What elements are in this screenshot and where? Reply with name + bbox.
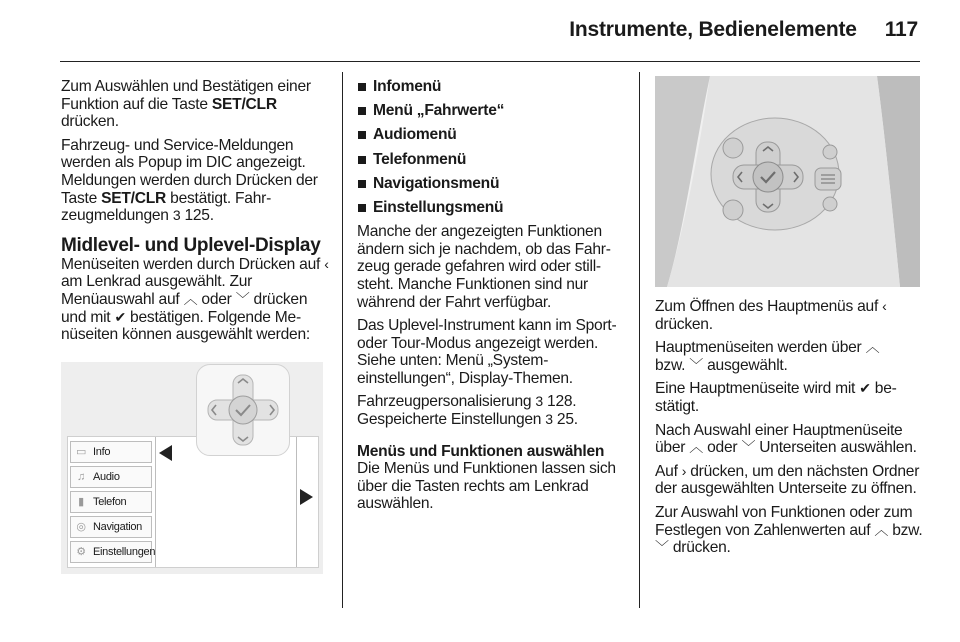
chevron-down-icon: ﹀ xyxy=(689,356,704,373)
paragraph-references: Fahrzeugpersonalisierung 3 128. Gespeicherte Einstellungen 3 25. xyxy=(357,393,578,429)
column-right xyxy=(655,298,927,563)
display-menu-figure xyxy=(61,362,323,574)
column-divider xyxy=(639,72,640,608)
chapter-title: Instrumente, Bedienelemente xyxy=(569,18,857,41)
paragraph-subpages: Nach Auswahl einer Hauptmenüseite über ︿ oder ﹀ Unterseiten auswählen. xyxy=(655,421,917,457)
paragraph-next-folder: Auf › drücken, um den nächsten Ordner der ausgewählten Unterseite zu öffnen. xyxy=(655,462,920,498)
chevron-up-icon: ︿ xyxy=(865,339,880,356)
settings-icon: ⚙ xyxy=(76,546,86,558)
paragraph-select-functions: Zur Auswahl von Funktionen oder zum Festlegen von Zahlenwerten auf ︿ bzw. ﹀ drücken. xyxy=(655,503,923,557)
section-heading: Midlevel- und Uplevel-Display xyxy=(61,234,321,256)
chevron-up-icon: ︿ xyxy=(874,521,889,538)
column-left xyxy=(61,78,329,350)
header-rule xyxy=(60,61,920,62)
reference-arrow-icon: 3 xyxy=(545,411,553,428)
checkmark-icon: ✔ xyxy=(859,380,871,397)
reference-arrow-icon: 3 xyxy=(172,207,181,224)
list-item: Menü „Fahrwerte“ xyxy=(357,102,627,120)
list-item: Einstellungsmenü xyxy=(357,199,627,217)
steering-wheel-icon xyxy=(655,76,920,287)
subsection-heading: Menüs und Funktionen auswählen xyxy=(357,442,605,460)
column-divider xyxy=(342,72,343,608)
list-item: Infomenü xyxy=(357,78,627,96)
menu-item-telefon: ▮ Telefon xyxy=(70,491,152,513)
list-item: Audiomenü xyxy=(357,126,627,144)
reference-arrow-icon: 3 xyxy=(535,393,543,410)
menu-item-einstellungen: ⚙ Einstellungen xyxy=(70,541,152,563)
divider xyxy=(155,437,156,567)
chevron-down-icon: ﹀ xyxy=(655,539,669,556)
menu-item-navigation: ◎ Navigation xyxy=(70,516,152,538)
paragraph-select-main-pages: Hauptmenüseiten werden über ︿ bzw. ﹀ ausgewählt. xyxy=(655,339,880,374)
paragraph-vehicle-messages: Fahrzeug- und Service-Meldungen werden als Popup im DIC angezeigt. Meldungen werden durch Drücken der Taste SET/CLR bestätigt. Fahrzeugmeldungen 3 125. xyxy=(61,136,318,225)
menu-item-info: ▭ Info xyxy=(70,441,152,463)
menu-item-audio: ♫ Audio xyxy=(70,466,152,488)
paragraph-set-clr: Zum Auswählen und Bestätigen einer Funktion auf die Taste SET/CLR drücken. xyxy=(61,78,311,131)
triangle-left-icon xyxy=(159,445,172,461)
control-pad-icon xyxy=(197,365,289,455)
column-middle xyxy=(357,78,627,519)
page-title xyxy=(569,18,918,42)
triangle-right-icon xyxy=(300,489,313,505)
paragraph-open-main-menu: Zum Öffnen des Hauptmenüs auf ‹ drücken. xyxy=(655,298,887,333)
steering-wheel-figure xyxy=(655,76,920,287)
phone-icon: ▮ xyxy=(78,496,84,508)
paragraph-uplevel: Das Uplevel-Instrument kann im Sport- oder Tour-Modus angezeigt werden. Siehe unten: Menü „Systemeinstellungen“, Display-Themen. xyxy=(357,317,617,387)
info-icon: ▭ xyxy=(75,446,87,458)
checkmark-icon: ✔ xyxy=(114,308,126,325)
navigation-icon: ◎ xyxy=(76,521,86,533)
menu-list xyxy=(357,78,627,217)
paragraph-menu-pages: Menüseiten werden durch Drücken auf ‹ am Lenkrad ausgewählt. Zur Menüauswahl auf ︿ oder ﹀ drücken und mit ✔ bestätigen. Folgende Menüseiten können ausgewählt werden: xyxy=(61,255,329,344)
chevron-up-icon: ︿ xyxy=(183,290,198,307)
chevron-down-icon: ﹀ xyxy=(741,439,756,456)
chevron-left-icon: ‹ xyxy=(324,255,329,272)
chevron-up-icon: ︿ xyxy=(689,439,704,456)
page-number: 117 xyxy=(884,18,918,41)
divider xyxy=(296,437,297,567)
chevron-down-icon: ﹀ xyxy=(235,290,250,307)
paragraph-steering-buttons: Die Menüs und Funktionen lassen sich über die Tasten rechts am Lenkrad auswählen. xyxy=(357,460,616,513)
paragraph-functions-change: Manche der angezeigten Funktionen ändern sich je nachdem, ob das Fahrzeug gerade gefahren wird oder stillsteht. Manche Funktionen sind nur während der Fahrt verfügbar. xyxy=(357,223,611,311)
list-item: Navigationsmenü xyxy=(357,175,627,193)
steering-control-pad xyxy=(196,364,290,456)
music-note-icon: ♫ xyxy=(77,471,85,483)
list-item: Telefonmenü xyxy=(357,151,627,169)
chevron-left-icon: ‹ xyxy=(882,298,887,314)
paragraph-confirm-page: Eine Hauptmenüseite wird mit ✔ bestätigt. xyxy=(655,380,897,415)
chevron-right-icon: › xyxy=(681,462,687,479)
